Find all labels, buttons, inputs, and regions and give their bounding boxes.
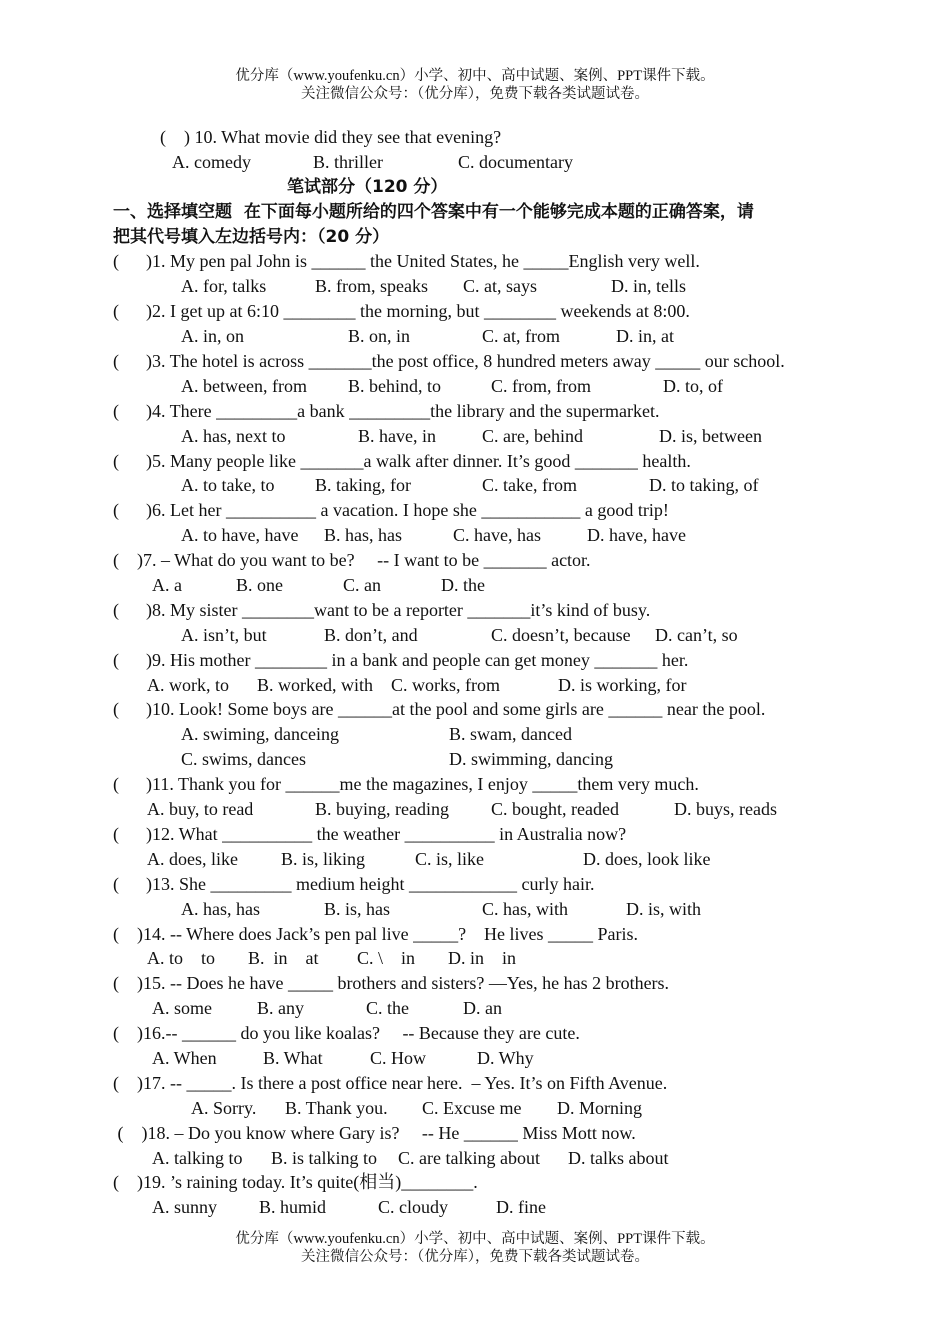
answer-options [0, 747, 950, 772]
answer-option: A. for, talks [181, 276, 267, 297]
answer-option: B. worked, with [257, 674, 373, 695]
answer-options [0, 673, 950, 698]
answer-options [0, 1195, 950, 1220]
answer-option: C. cloudy [378, 1197, 448, 1218]
answer-option: D. swimming, dancing [449, 749, 613, 770]
answer-option: C. bought, readed [491, 799, 619, 820]
answer-option: D. buys, reads [674, 799, 777, 820]
answer-option: B. have, in [358, 425, 436, 446]
answer-options [0, 1096, 950, 1121]
answer-options [0, 573, 950, 598]
answer-option: D. fine [496, 1197, 546, 1218]
answer-option: D. does, look like [583, 848, 711, 869]
question-text: ( )10. Look! Some boys are ______at the pool and some girls are ______ near the pool. [113, 699, 766, 720]
section-heading: 一、选择填空题 在下面每小题所给的四个答案中有一个能够完成本题的正确答案，请 [113, 201, 754, 222]
answer-option: C. doesn’t, because [491, 624, 631, 645]
answer-option: A. to to [147, 948, 216, 969]
answer-option: C. documentary [458, 151, 573, 172]
answer-option: C. swims, dances [181, 749, 306, 770]
footer-line-2: 关注微信公众号：（优分库），免费下载各类试题试卷。 [301, 1249, 649, 1265]
section-heading: 笔试部分（120 分） [287, 176, 448, 197]
answer-option: D. is, between [659, 425, 762, 446]
answer-option: D. talks about [568, 1147, 669, 1168]
answer-option: C. take, from [482, 475, 577, 496]
footer-line-1: 优分库（www.youfenku.cn）小学、初中、高中试题、案例、PPT课件下载。 [235, 1231, 715, 1247]
question-text: ( )4. There _________a bank _________the library and the supermarket. [113, 400, 660, 421]
answer-option: C. is, like [415, 848, 485, 869]
question-text: ( ) 10. What movie did they see that evening? [160, 127, 502, 147]
answer-option: D. Morning [557, 1097, 642, 1118]
answer-option: D. can’t, so [655, 624, 738, 645]
answer-option: B. any [257, 998, 304, 1019]
header-line-1: 优分库（www.youfenku.cn）小学、初中、高中试题、案例、PPT课件下载。 [235, 68, 715, 84]
answer-options [0, 424, 950, 449]
answer-option: A. Sorry. [191, 1097, 257, 1118]
answer-options [0, 150, 950, 175]
answer-option: A. in, on [181, 326, 244, 347]
header-line-2: 关注微信公众号：（优分库），免费下载各类试题试卷。 [301, 86, 649, 102]
answer-option: A. has, next to [181, 425, 286, 446]
answer-option: B. taking, for [315, 475, 411, 496]
answer-option: D. in in [448, 948, 517, 969]
answer-options [0, 847, 950, 872]
question-text: ( )9. His mother ________ in a bank and people can get money _______ her. [113, 649, 689, 670]
answer-option: C. works, from [391, 674, 500, 695]
question-text: ( )12. What __________ the weather __________ in Australia now? [113, 823, 627, 844]
answer-option: C. at, from [482, 326, 560, 347]
answer-option: C. has, with [482, 898, 569, 919]
answer-option: B. in at [248, 948, 319, 969]
answer-option: C. from, from [491, 375, 591, 396]
answer-option: C. How [370, 1047, 427, 1068]
answer-option: B. one [236, 575, 283, 596]
question-text: ( )1. My pen pal John is ______ the United States, he _____English very well. [113, 251, 700, 272]
answer-option: B. is talking to [271, 1147, 378, 1168]
answer-option: A. some [152, 998, 212, 1019]
answer-options [0, 722, 950, 747]
answer-option: D. is working, for [558, 674, 687, 695]
question-text: ( )5. Many people like _______a walk after dinner. It’s good _______ health. [113, 450, 691, 471]
answer-option: A. sunny [152, 1197, 218, 1218]
answer-options [0, 374, 950, 399]
answer-option: B. What [263, 1047, 323, 1068]
answer-option: B. don’t, and [324, 624, 418, 645]
question-text: ( )3. The hotel is across _______the post office, 8 hundred meters away _____ our school. [113, 351, 785, 372]
answer-options [0, 797, 950, 822]
page-footer [0, 1230, 950, 1266]
answer-option: C. \ in [357, 948, 416, 969]
question-text: ( )7. – What do you want to be? -- I want to be _______ actor. [113, 550, 591, 571]
answer-option: D. have, have [587, 525, 686, 546]
answer-option: A. talking to [152, 1147, 243, 1168]
answer-option: C. at, says [463, 276, 537, 297]
question-text: ( )16.-- ______ do you like koalas? -- Because they are cute. [113, 1023, 580, 1044]
answer-option: B. thriller [313, 151, 383, 172]
question-text: ( )8. My sister ________want to be a reporter _______it’s kind of busy. [113, 599, 651, 620]
question-text: ( )14. -- Where does Jack’s pen pal live _____? He lives _____ Paris. [113, 923, 639, 944]
question-text: ( )19. ’s raining today. It’s quite(相当)________. [113, 1172, 478, 1193]
answer-option: B. on, in [348, 326, 411, 347]
answer-option: A. to have, have [181, 525, 299, 546]
answer-options [0, 623, 950, 648]
answer-option: B. humid [259, 1197, 327, 1218]
answer-option: B. swam, danced [449, 724, 572, 745]
answer-option: B. is, has [324, 898, 391, 919]
answer-option: A. isn’t, but [181, 624, 267, 645]
answer-option: A. swiming, danceing [181, 724, 339, 745]
question-text: ( )18. – Do you know where Gary is? -- He ______ Miss Mott now. [113, 1122, 636, 1143]
answer-option: A. to take, to [181, 475, 275, 496]
answer-option: B. behind, to [348, 375, 441, 396]
question-text: ( )15. -- Does he have _____ brothers and sisters? —Yes, he has 2 brothers. [113, 973, 670, 994]
answer-option: C. have, has [453, 525, 541, 546]
answer-option: B. has, has [324, 525, 402, 546]
answer-option: A. When [152, 1047, 217, 1068]
answer-option: B. buying, reading [315, 799, 449, 820]
section-heading: 把其代号填入左边括号内：（20 分） [113, 226, 390, 247]
answer-options [0, 274, 950, 299]
question-text: ( )11. Thank you for ______me the magazines, I enjoy _____them very much. [113, 774, 699, 795]
answer-options [0, 473, 950, 498]
answer-option: B. from, speaks [315, 276, 428, 297]
answer-option: A. does, like [147, 848, 238, 869]
answer-option: B. Thank you. [285, 1097, 388, 1118]
answer-option: C. the [366, 998, 409, 1019]
answer-option: A. work, to [147, 674, 229, 695]
answer-option: A. has, has [181, 898, 260, 919]
answer-options [0, 324, 950, 349]
answer-option: D. Why [477, 1047, 534, 1068]
question-text: ( )13. She _________ medium height ____________ curly hair. [113, 873, 595, 894]
question-text: ( )6. Let her __________ a vacation. I hope she ___________ a good trip! [113, 500, 669, 521]
answer-option: D. the [441, 575, 485, 596]
answer-options [0, 996, 950, 1021]
answer-option: B. is, liking [281, 848, 366, 869]
question-text: ( )17. -- _____. Is there a post office near here. – Yes. It’s on Fifth Avenue. [113, 1072, 668, 1093]
answer-option: C. Excuse me [422, 1097, 522, 1118]
answer-options [0, 1046, 950, 1071]
answer-option: A. a [152, 575, 182, 596]
answer-options [0, 946, 950, 971]
answer-option: A. buy, to read [147, 799, 254, 820]
answer-option: D. in, tells [611, 276, 686, 297]
answer-option: A. comedy [172, 151, 251, 172]
page-header [0, 67, 950, 103]
answer-option: C. are, behind [482, 425, 583, 446]
answer-option: D. to taking, of [649, 475, 759, 496]
exam-content [0, 125, 950, 1220]
answer-option: C. an [343, 575, 381, 596]
answer-option: D. is, with [626, 898, 702, 919]
answer-option: C. are talking about [398, 1147, 540, 1168]
answer-option: D. in, at [616, 326, 674, 347]
answer-options [0, 897, 950, 922]
answer-option: D. an [463, 998, 502, 1019]
answer-option: D. to, of [663, 375, 723, 396]
answer-options [0, 1146, 950, 1171]
answer-options [0, 523, 950, 548]
question-text: ( )2. I get up at 6:10 ________ the morning, but ________ weekends at 8:00. [113, 301, 690, 322]
answer-option: A. between, from [181, 375, 307, 396]
